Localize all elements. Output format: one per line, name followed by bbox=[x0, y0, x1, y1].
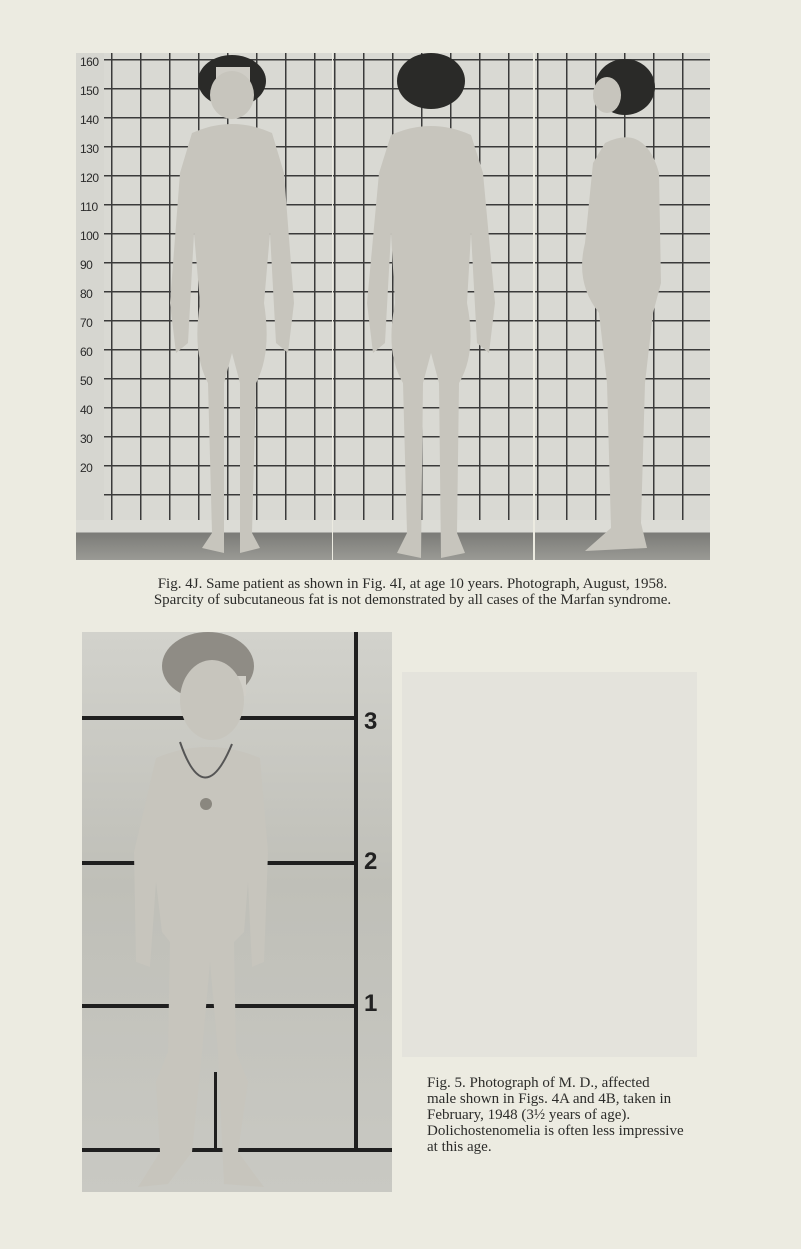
photo-side-view bbox=[535, 53, 710, 560]
board-number-3: 3 bbox=[364, 708, 378, 735]
board-post bbox=[354, 632, 358, 1152]
child-figure bbox=[112, 632, 312, 1192]
scale-label-100: 100 bbox=[80, 229, 99, 243]
scale-label-140: 140 bbox=[80, 113, 99, 127]
caption-line: Sparcity of subcutaneous fat is not demonstrated by all cases of the Marfan syndrome. bbox=[153, 592, 672, 608]
caption-line: at this age. bbox=[427, 1139, 492, 1155]
patient-back-figure bbox=[353, 53, 533, 560]
scale-label-110: 110 bbox=[80, 200, 98, 214]
figure-4j-caption bbox=[90, 576, 735, 608]
caption-line: Fig. 4J. Same patient as shown in Fig. 4I, at age 10 years. Photograph, August, 1958. bbox=[157, 576, 668, 592]
patient-side-figure bbox=[555, 53, 705, 560]
photo-child bbox=[82, 632, 392, 1192]
scale-label-20: 20 bbox=[80, 461, 93, 475]
photo-front-view bbox=[76, 53, 332, 560]
board-number-1: 1 bbox=[364, 990, 378, 1017]
scale-label-40: 40 bbox=[80, 403, 93, 417]
scale-label-50: 50 bbox=[80, 374, 93, 388]
caption-line: male shown in Figs. 4A and 4B, taken in bbox=[427, 1091, 672, 1107]
scale-label-30: 30 bbox=[80, 432, 93, 446]
scale-label-80: 80 bbox=[80, 287, 93, 301]
scale-label-150: 150 bbox=[80, 84, 99, 98]
patient-front-figure bbox=[136, 53, 316, 560]
scale-label-120: 120 bbox=[80, 171, 99, 185]
figure-5-caption bbox=[427, 1075, 699, 1155]
blank-area bbox=[402, 672, 697, 1057]
board-number-2: 2 bbox=[364, 848, 378, 875]
scale-label-90: 90 bbox=[80, 258, 93, 272]
caption-line: February, 1948 (3½ years of age). bbox=[427, 1107, 631, 1123]
scale-label-60: 60 bbox=[80, 345, 93, 359]
photo-back-view bbox=[333, 53, 533, 560]
caption-line: Fig. 5. Photograph of M. D., affected bbox=[427, 1075, 650, 1091]
height-scale bbox=[76, 53, 104, 523]
caption-line: Dolichostenomelia is often less impressive bbox=[427, 1123, 684, 1139]
scale-label-70: 70 bbox=[80, 316, 93, 330]
scale-label-160: 160 bbox=[80, 55, 99, 69]
scale-label-130: 130 bbox=[80, 142, 99, 156]
